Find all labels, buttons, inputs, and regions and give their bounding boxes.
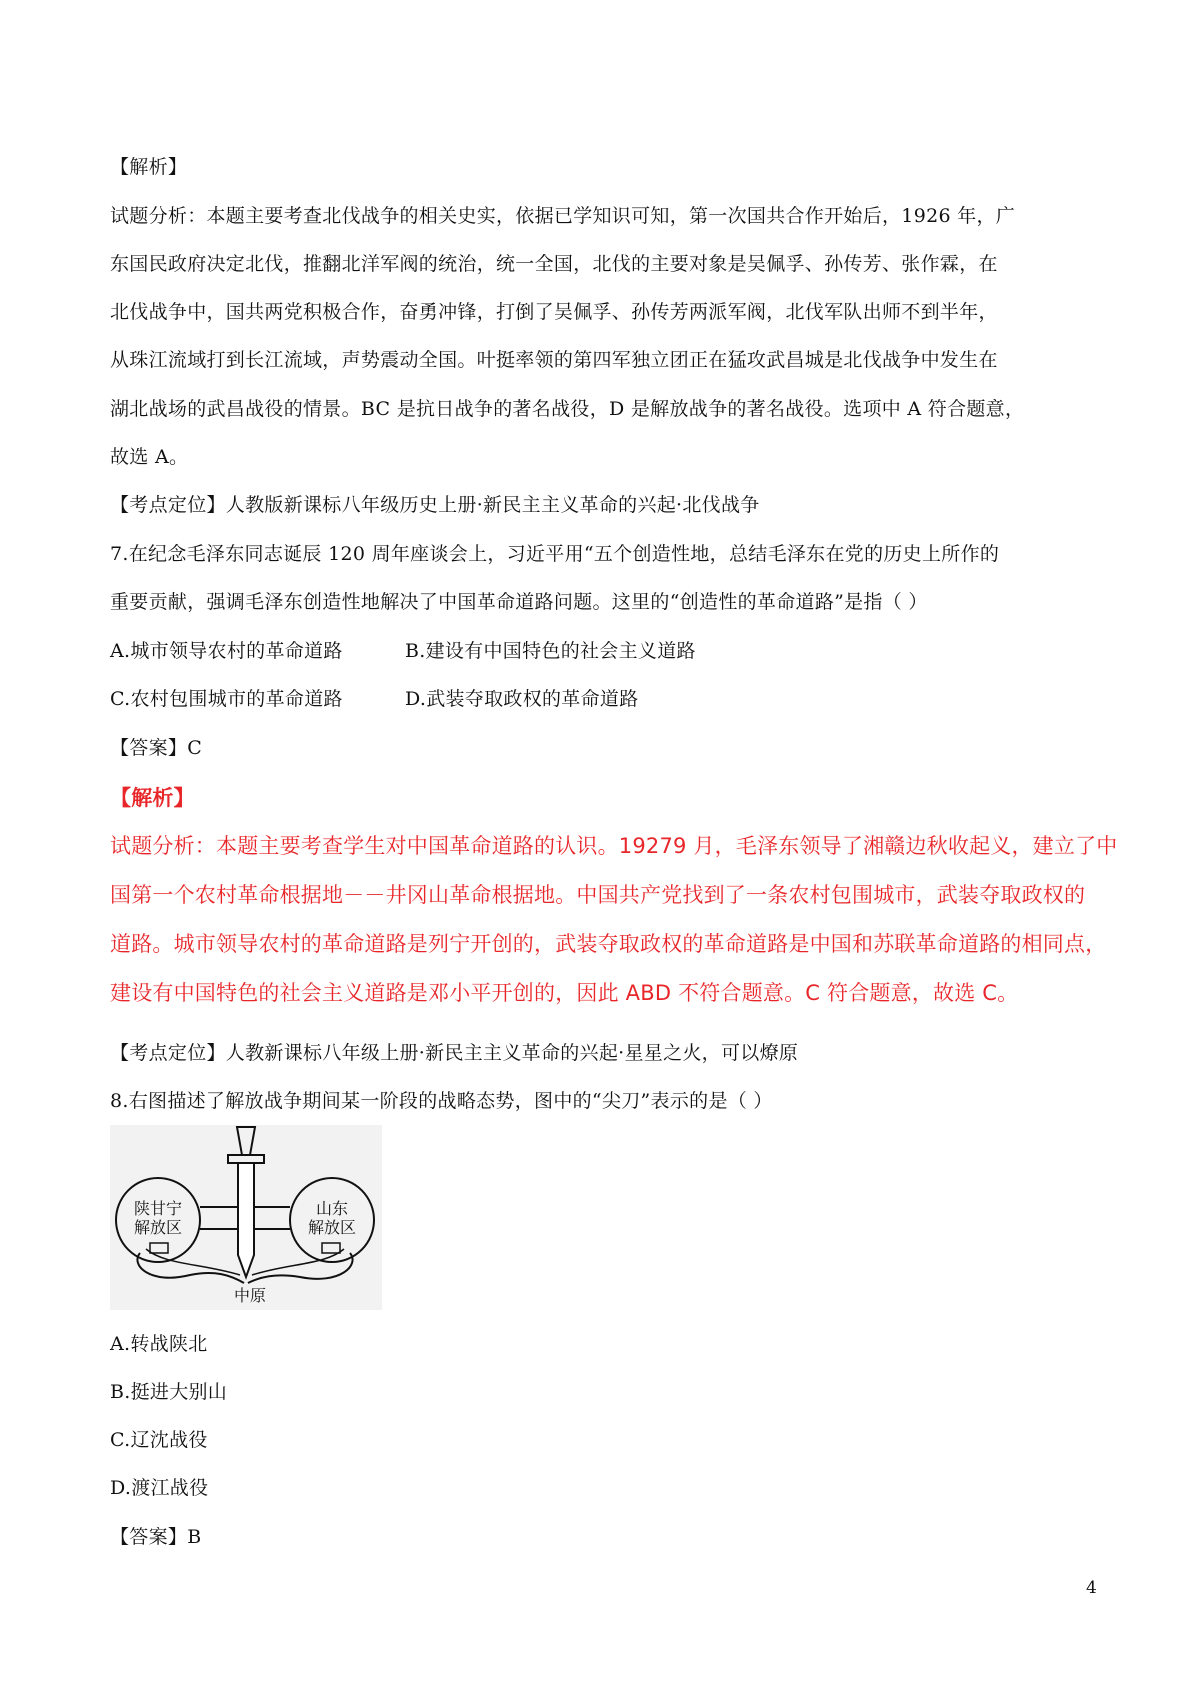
- left-hand: [150, 1243, 168, 1253]
- dagger-guard: [228, 1155, 264, 1163]
- q6-analysis-line-6: 故选 A。: [110, 446, 189, 468]
- q8-answer: 【答案】B: [110, 1526, 202, 1548]
- q7-option-a: A.城市领导农村的革命道路: [110, 640, 343, 662]
- right-circle-label-2: 解放区: [307, 1218, 357, 1237]
- right-arm-line: [248, 1253, 353, 1283]
- q7-option-c: C.农村包围城市的革命道路: [110, 688, 343, 710]
- q7-kaodian: 【考点定位】人教新课标八年级上册·新民主主义革命的兴起·星星之火，可以燎原: [110, 1042, 799, 1064]
- page-number: 4: [1086, 1578, 1097, 1598]
- q7-analysis-line-3: 道路。城市领导农村的革命道路是列宁开创的，武装夺取政权的革命道路是中国和苏联革命道路的相同点，: [110, 932, 1107, 956]
- left-circle-label-2: 解放区: [133, 1218, 183, 1237]
- q7-stem-line-2: 重要贡献，强调毛泽东创造性地解决了中国革命道路问题。这里的“创造性的革命道路”是指（ ）: [110, 591, 928, 613]
- left-arm-line: [137, 1253, 244, 1283]
- q8-option-a: A.转战陕北: [110, 1333, 208, 1355]
- dagger-handle: [237, 1127, 255, 1155]
- q8-stem: 8.右图描述了解放战争期间某一阶段的战略态势，图中的“尖刀”表示的是（ ）: [110, 1090, 773, 1112]
- q7-analysis-line-4: 建设有中国特色的社会主义道路是邓小平开创的，因此 ABD 不符合题意。C 符合题意，故选 C。: [110, 981, 1019, 1005]
- q8-option-c: C.辽沈战役: [110, 1429, 208, 1451]
- q8-option-d: D.渡江战役: [110, 1477, 209, 1499]
- q8-option-b: B.挺进大别山: [110, 1381, 228, 1403]
- q6-analysis-heading: 【解析】: [110, 156, 188, 178]
- q6-analysis-line-3: 北伐战争中，国共两党积极合作，奋勇冲锋，打倒了吴佩孚、孙传芳两派军阀，北伐军队出师不到半年，: [110, 301, 998, 323]
- diagram-svg: [110, 1125, 382, 1310]
- q7-answer: 【答案】C: [110, 737, 203, 759]
- dagger-blade: [238, 1163, 254, 1277]
- q7-analysis-heading: 【解析】: [110, 786, 195, 810]
- strategic-situation-diagram: [110, 1125, 382, 1310]
- q7-option-d: D.武装夺取政权的革命道路: [405, 688, 639, 710]
- q7-analysis-line-2: 国第一个农村革命根据地－－井冈山革命根据地。中国共产党找到了一条农村包围城市，武装夺取政权的: [110, 883, 1086, 907]
- q6-kaodian: 【考点定位】人教版新课标八年级历史上册·新民主主义革命的兴起·北伐战争: [110, 494, 760, 516]
- right-circle-label-1: 山东: [315, 1199, 349, 1218]
- left-circle-label-1: 陕甘宁: [133, 1199, 183, 1218]
- q6-analysis-line-1: 试题分析：本题主要考查北伐战争的相关史实，依据已学知识可知，第一次国共合作开始后，1926 年，广: [110, 205, 1016, 227]
- q7-stem-line-1: 7.在纪念毛泽东同志诞辰 120 周年座谈会上，习近平用“五个创造性地，总结毛泽东在党的历史上所作的: [110, 543, 1000, 565]
- q6-analysis-line-2: 东国民政府决定北伐，推翻北洋军阀的统治，统一全国，北伐的主要对象是吴佩孚、孙传芳、张作霖，在: [110, 253, 998, 275]
- right-hand: [322, 1243, 340, 1253]
- q7-option-b: B.建设有中国特色的社会主义道路: [405, 640, 696, 662]
- q7-analysis-line-1: 试题分析：本题主要考查学生对中国革命道路的认识。19279 月，毛泽东领导了湘赣边秋收起义，建立了中: [110, 834, 1118, 858]
- bottom-label-zhongyuan: 中原: [233, 1286, 267, 1305]
- q6-analysis-line-4: 从珠江流域打到长江流域，声势震动全国。叶挺率领的第四军独立团正在猛攻武昌城是北伐战争中发生在: [110, 349, 998, 371]
- q6-analysis-line-5: 湖北战场的武昌战役的情景。BC 是抗日战争的著名战役，D 是解放战争的著名战役。选项中 A 符合题意，: [110, 398, 1025, 420]
